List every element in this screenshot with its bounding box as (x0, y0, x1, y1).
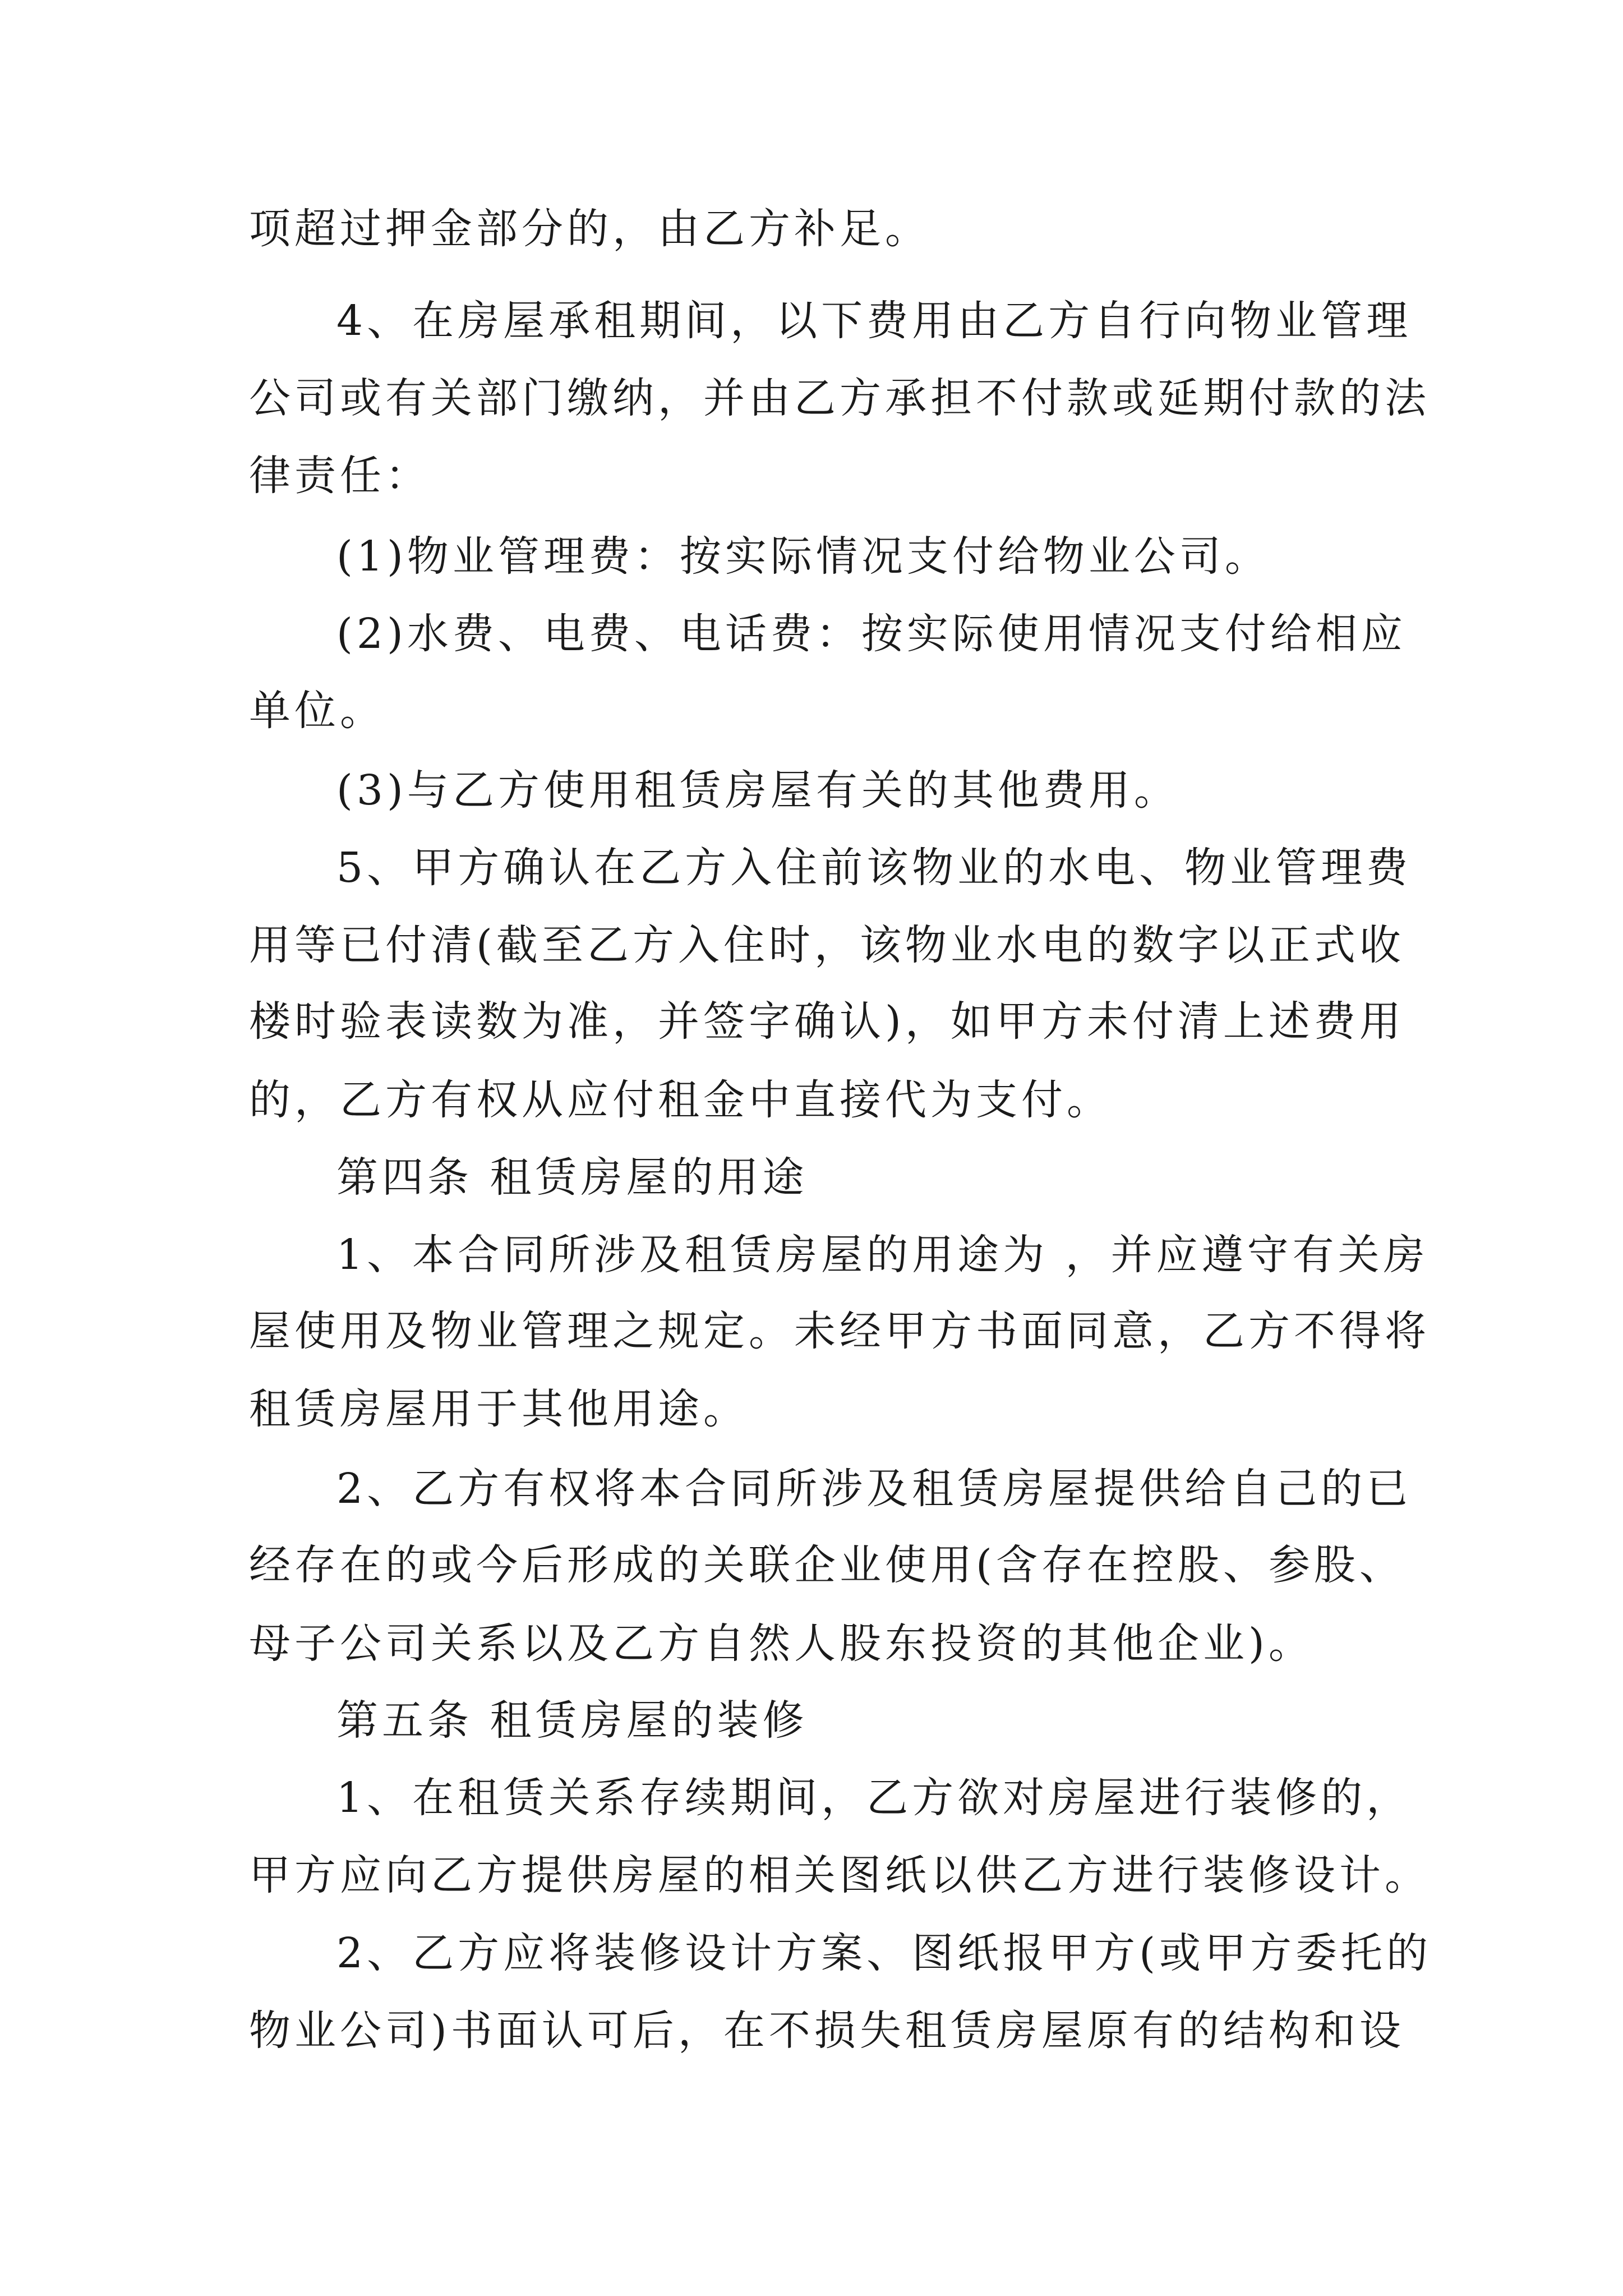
text-line: (1)物业管理费：按实际情况支付给物业公司。 (336, 532, 1270, 581)
text-line: 5、甲方确认在乙方入住前该物业的水电、物业管理费 (336, 844, 1412, 892)
text-line: 2、乙方有权将本合同所涉及租赁房屋提供给自己的已 (336, 1465, 1412, 1513)
text-line: (3)与乙方使用租赁房屋有关的其他费用。 (336, 766, 1179, 815)
text-line: 单位。 (249, 687, 385, 735)
text-line: 的，乙方有权从应付租金中直接代为支付。 (249, 1076, 1112, 1124)
section-heading: 第五条 租赁房屋的装修 (336, 1696, 808, 1745)
text-line: 物业公司)书面认可后，在不损失租赁房屋原有的结构和设 (249, 2007, 1405, 2055)
text-line: 甲方应向乙方提供房屋的相关图纸以供乙方进行装修设计。 (249, 1851, 1430, 1899)
text-line: 用等已付清(截至乙方入住时，该物业水电的数字以正式收 (249, 921, 1405, 969)
text-line: 租赁房屋用于其他用途。 (249, 1385, 749, 1433)
text-line: 母子公司关系以及乙方自然人股东投资的其他企业)。 (249, 1619, 1314, 1668)
text-line: 2、乙方应将装修设计方案、图纸报甲方(或甲方委托的 (336, 1929, 1432, 1977)
text-line: 4、在房屋承租期间，以下费用由乙方自行向物业管理 (336, 297, 1412, 345)
text-line: 1、在租赁关系存续期间，乙方欲对房屋进行装修的， (336, 1774, 1412, 1822)
text-line: 楼时验表读数为准，并签字确认)，如甲方未付清上述费用 (249, 997, 1405, 1046)
text-line: 1、本合同所涉及租赁房屋的用途为 ，并应遵守有关房 (336, 1231, 1429, 1279)
text-line: 律责任： (249, 452, 431, 500)
text-line: 项超过押金部分的，由乙方补足。 (249, 205, 930, 253)
text-line: (2)水费、电费、电话费：按实际使用情况支付给相应 (336, 610, 1407, 658)
section-heading: 第四条 租赁房屋的用途 (336, 1153, 808, 1202)
text-line: 公司或有关部门缴纳，并由乙方承担不付款或延期付款的法 (249, 374, 1430, 422)
text-line: 经存在的或今后形成的关联企业使用(含存在控股、参股、 (249, 1541, 1405, 1589)
text-line: 屋使用及物业管理之规定。未经甲方书面同意，乙方不得将 (249, 1307, 1430, 1355)
